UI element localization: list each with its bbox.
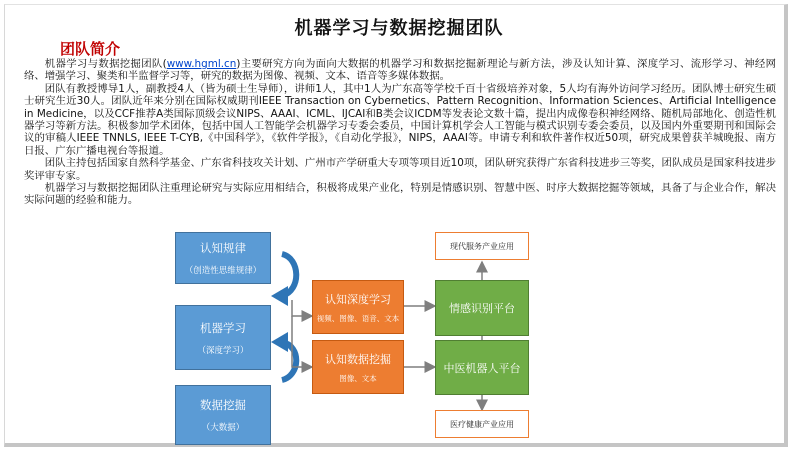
- box-data-mining: [175, 385, 271, 445]
- box-sub-label: 图像、文本: [339, 373, 377, 383]
- box-sub-label: （深度学习）: [197, 345, 249, 356]
- box-sub-label: 视频、图像、语音、文本: [316, 313, 400, 323]
- box-cognitive-law: [175, 232, 271, 284]
- box-healthcare-industry: [435, 410, 529, 438]
- box-main-label: 情感识别平台: [449, 302, 515, 315]
- section-subtitle: 团队简介: [60, 40, 121, 58]
- box-main-label: 现代服务产业应用: [450, 241, 514, 251]
- box-main-label: 中医机器人平台: [443, 361, 521, 375]
- box-sub-label: （大数据）: [201, 423, 245, 433]
- intro-p1-text: 机器学习与数据挖掘团队(: [44, 58, 167, 70]
- box-emotion-recognition-platform: [435, 280, 529, 336]
- box-machine-learning: [175, 305, 271, 370]
- page-title: 机器学习与数据挖掘团队: [294, 18, 504, 39]
- intro-paragraph-1: [24, 58, 776, 83]
- team-introduction: [24, 58, 776, 207]
- box-main-label: 数据挖掘: [200, 398, 246, 412]
- box-main-label: 认知数据挖掘: [325, 352, 391, 366]
- box-main-label: 医疗健康产业应用: [450, 419, 514, 429]
- box-cognitive-deep-learning: [312, 280, 404, 334]
- box-sub-label: （创造性思维规律）: [184, 266, 262, 276]
- box-modern-service-industry: [435, 232, 529, 260]
- box-tcm-robot-platform: [435, 340, 529, 395]
- box-main-label: 认知深度学习: [325, 292, 391, 306]
- intro-paragraph-2: 团队有教授博导1人，副教授4人（皆为硕士生导师），讲师1人，其中1人为广东高等学校千百十省级培养对象，5人均有海外访问学习经历。团队博士研究生硕士研究生近30人。团队近年来分别在国际权威期刊IEEE Transaction on Cybernetics、Pattern Recognition、Information Sciences、Artificial Intelligence in Medicine，以及CCF推荐A类国际顶级会议NIPS、AAAI、ICML、IJCAI和B类会议ICDM等发表论文数十篇，提出内成像卷积神经网络、随机局部地化、创造性机器学习等新方法。积极参加学术团体，包括中国人工智能学会机器学习专委会委员，中国计算机学会人工智能与模式识别专委会委员，以及国内外重要期刊和国际会议的审稿人IEEE TNNLS, IEEE T-CYB,《中国科学》，《软件学报》，《自动化学报》，NIPS，AAAI等。申请专利和软件著作权近50项，研究成果曾获羊城晚报、南方日报、广东广播电视台等报道。: [24, 82, 776, 157]
- box-main-label: 认知规律: [200, 241, 246, 255]
- intro-p1-text-cont: )主要研究方向为面向大数据的机器学习和数据挖掘新理论与新方法，涉及认知计算、深度学习、流形学习、神经网络、增强学习、聚类和半监督学习等，研究的数据为图像、视频、文本、语音等多媒体数据。: [24, 58, 776, 83]
- intro-paragraph-4: 机器学习与数据挖掘团队注重理论研究与实际应用相结合，积极将成果产业化，特别是情感识别、智慧中医、时序大数据挖掘等领域，具备了与企业合作，解决实际问题的经验和能力。: [24, 182, 776, 207]
- team-website-link[interactable]: www.hgml.cn: [166, 58, 237, 70]
- box-main-label: 机器学习: [200, 320, 246, 335]
- box-cognitive-data-mining: [312, 340, 404, 394]
- intro-paragraph-3: 团队主持包括国家自然科学基金、广东省科技攻关计划、广州市产学研重大专项等项目近10项，团队研究获得广东省科技进步三等奖，团队成员是国家科技进步奖评审专家。: [24, 157, 776, 182]
